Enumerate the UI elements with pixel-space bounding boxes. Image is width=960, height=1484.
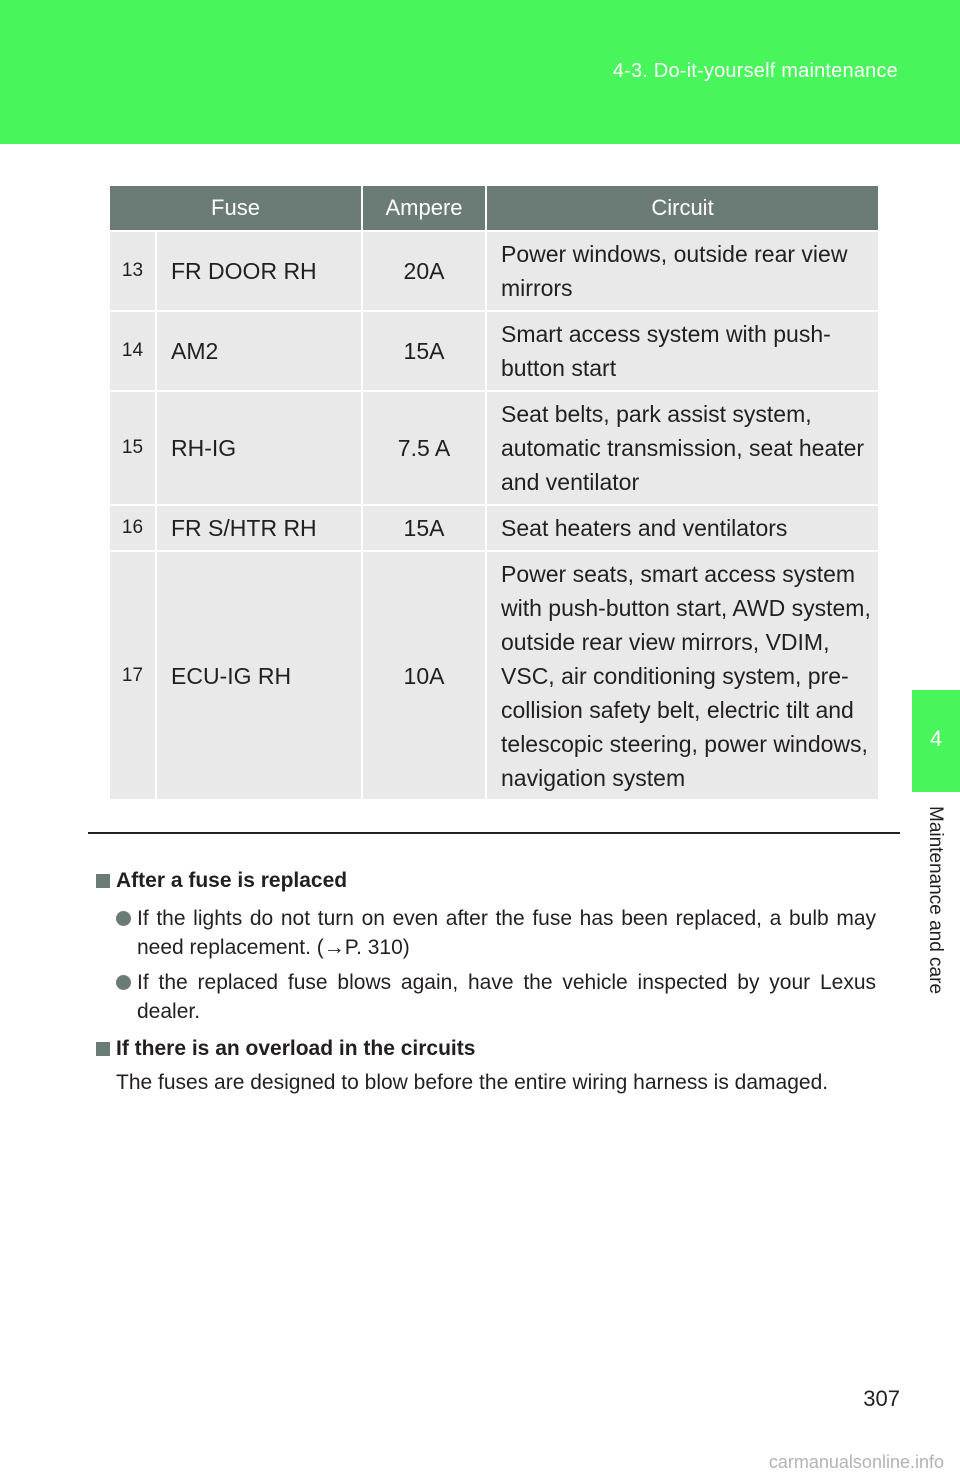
fuse-ampere: 15A: [362, 311, 486, 391]
fuse-number: 17: [110, 551, 156, 799]
notes-section: [96, 858, 876, 1100]
fuse-circuit: Power windows, outside rear view mirrors: [486, 231, 878, 311]
note-paragraph: The fuses are designed to blow before the entire wiring harness is damaged.: [116, 1071, 829, 1094]
fuse-table: [110, 186, 878, 799]
table-header-row: [110, 186, 878, 231]
section-title: 4-3. Do-it-yourself maintenance: [612, 60, 898, 82]
fuse-name: ECU-IG RH: [156, 551, 362, 799]
fuse-ampere: 7.5 A: [362, 391, 486, 505]
fuse-number: 15: [110, 391, 156, 505]
fuse-circuit: Power seats, smart access system with push-button start, AWD system, outside rear view mirrors, VDIM, VSC, air conditioning system, pre-collision safety belt, electric tilt and telescopic steering, power windows, navigation system: [486, 551, 878, 799]
table-row: [110, 311, 878, 391]
fuse-number: 13: [110, 231, 156, 311]
note-bullet: [116, 968, 876, 1026]
note-bullet: [116, 904, 876, 962]
page-header: [0, 0, 960, 144]
fuse-name: AM2: [156, 311, 362, 391]
column-header-circuit: Circuit: [486, 186, 878, 231]
table-row: [110, 505, 878, 551]
page-number: 307: [863, 1386, 900, 1411]
round-bullet-icon: [116, 911, 131, 926]
table-row: [110, 551, 878, 799]
note-heading: [96, 1032, 876, 1066]
fuse-name: FR DOOR RH: [156, 231, 362, 311]
round-bullet-icon: [116, 975, 131, 990]
note-heading-text: If there is an overload in the circuits: [116, 1037, 476, 1060]
chapter-label: Maintenance and care: [925, 806, 946, 995]
section-divider: [88, 832, 900, 834]
fuse-circuit: Seat heaters and ventilators: [486, 505, 878, 551]
note-bullet-text: If the lights do not turn on even after the fuse has been replaced, a bulb may need replacement. (→P. 310): [137, 907, 876, 959]
fuse-name: RH-IG: [156, 391, 362, 505]
column-header-fuse: Fuse: [110, 186, 362, 231]
fuse-name: FR S/HTR RH: [156, 505, 362, 551]
fuse-ampere: 10A: [362, 551, 486, 799]
fuse-circuit: Smart access system with push-button start: [486, 311, 878, 391]
square-bullet-icon: [96, 1042, 110, 1056]
fuse-circuit: Seat belts, park assist system, automatic transmission, seat heater and ventilator: [486, 391, 878, 505]
note-bullet-text: If the replaced fuse blows again, have the vehicle inspected by your Lexus dealer.: [137, 971, 876, 1023]
chapter-tab: [912, 690, 960, 792]
table-row: [110, 391, 878, 505]
fuse-number: 16: [110, 505, 156, 551]
table-row: [110, 231, 878, 311]
fuse-number: 14: [110, 311, 156, 391]
watermark: carmanualsonline.info: [768, 1452, 944, 1472]
fuse-ampere: 15A: [362, 505, 486, 551]
fuse-ampere: 20A: [362, 231, 486, 311]
note-heading: [96, 864, 876, 898]
note-heading-text: After a fuse is replaced: [116, 869, 348, 892]
column-header-ampere: Ampere: [362, 186, 486, 231]
square-bullet-icon: [96, 874, 110, 888]
chapter-number: 4: [929, 726, 943, 751]
